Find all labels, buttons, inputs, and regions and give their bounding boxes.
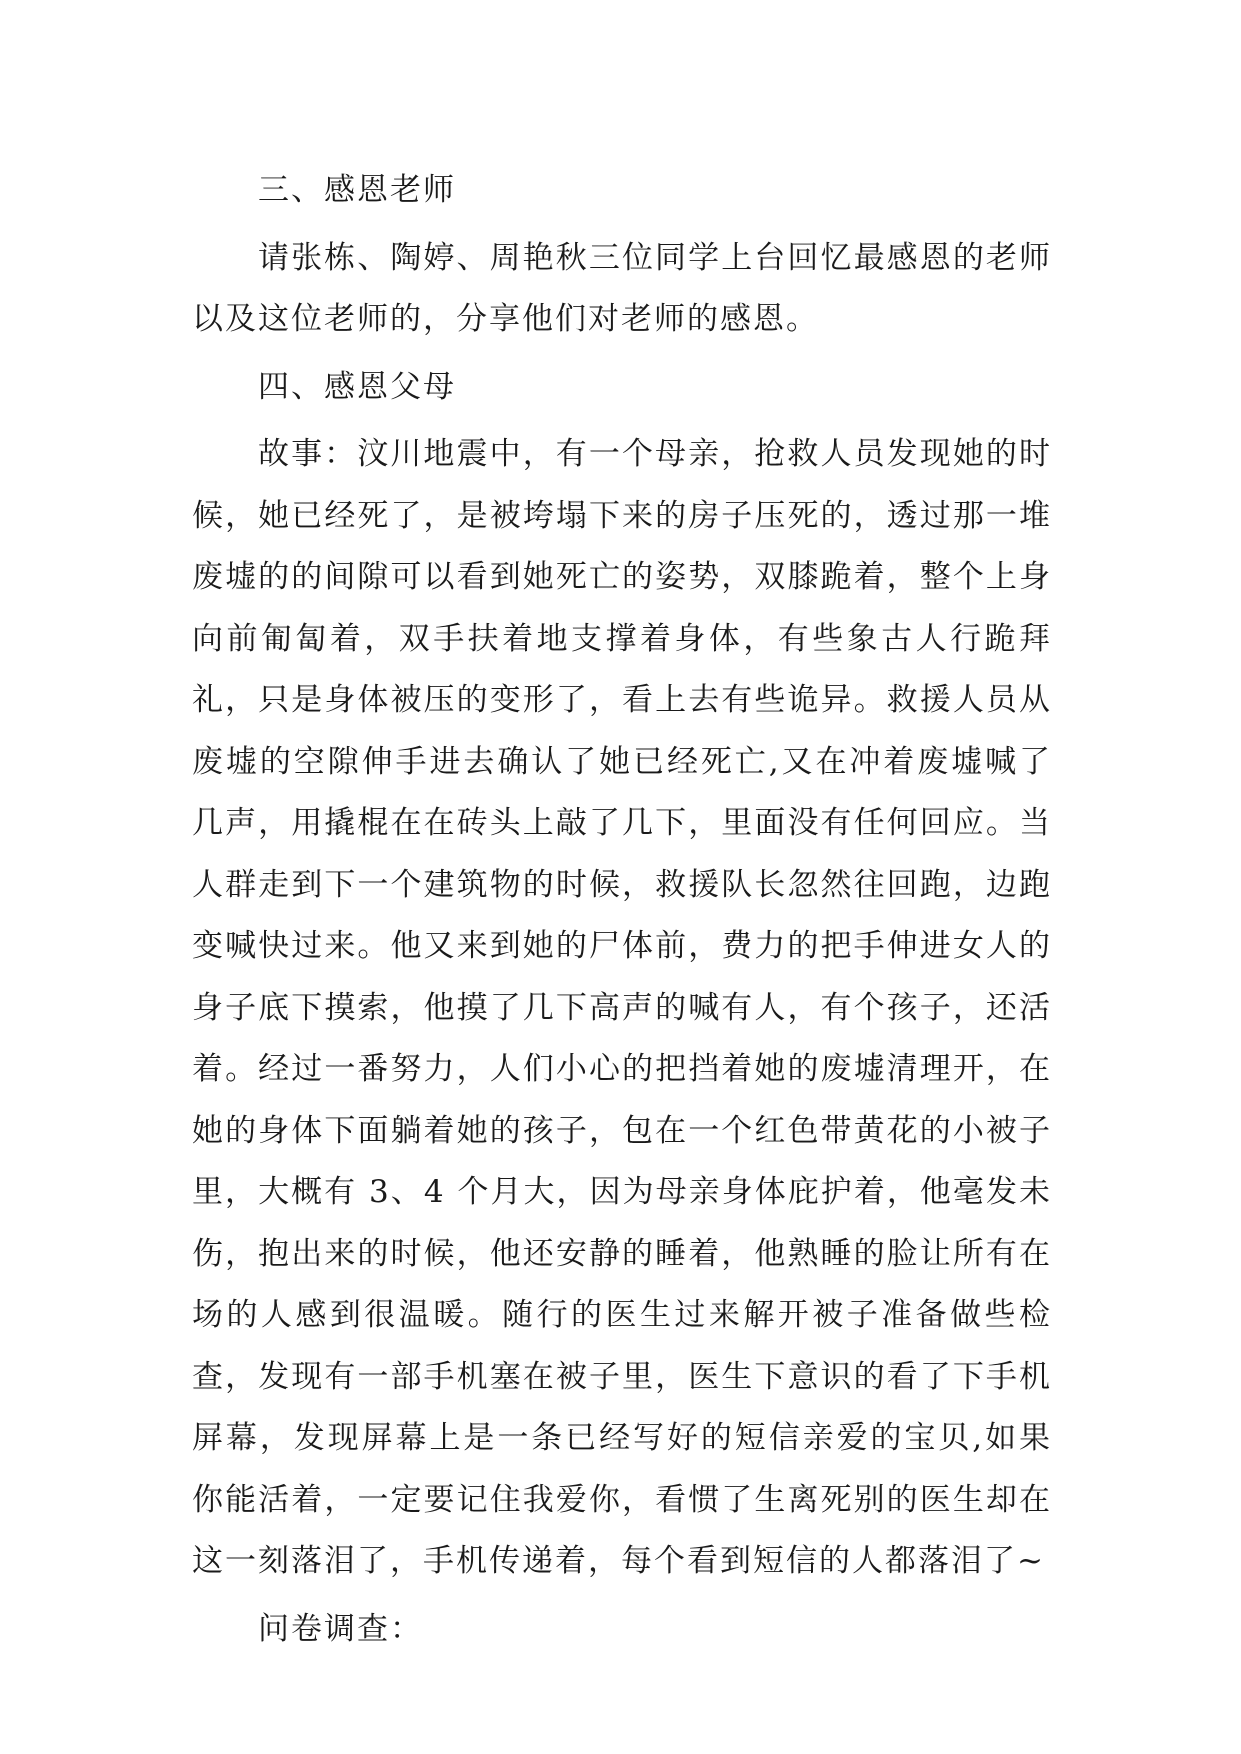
section-heading-thank-parents: 四、感恩父母 [258, 368, 456, 405]
section-heading-thank-teachers: 三、感恩老师 [258, 172, 456, 208]
document-body [192, 160, 1052, 1666]
paragraph-teacher-invitation: 请张栋、陶婷、周艳秋三位同学上台回忆最感恩的老师以及这位老师的，分享他们对老师的感恩。 [192, 239, 1052, 337]
section-heading-survey: 问卷调查： [258, 1610, 423, 1647]
paragraph-story: 故事：汶川地震中，有一个母亲，抢救人员发现她的时候，她已经死了，是被垮塌下来的房子压死的，透过那一堆废墟的的间隙可以看到她死亡的姿势，双膝跪着，整个上身向前匍匐着，双手扶着地支撑着身体，有些象古人行跪拜礼，只是身体被压的变形了，看上去有些诡异。救援人员从废墟的空隙伸手进去确认了她已经死亡,又在冲着废墟喊了几声，用撬棍在在砖头上敲了几下，里面没有任何回应。当人群走到下一个建筑物的时候，救援队长忽然往回跑，边跑变喊快过来。他又来到她的尸体前，费力的把手伸进女人的身子底下摸索，他摸了几下高声的喊有人，有个孩子，还活着。经过一番努力，人们小心的把挡着她的废墟清理开，在她的身体下面躺着她的孩子，包在一个红色带黄花的小被子里，大概有 3、4 个月大，因为母亲身体庇护着，他毫发未伤，抱出来的时候，他还安静的睡着，他熟睡的脸让所有在场的人感到很温暖。随行的医生过来解开被子准备做些检查，发现有一部手机塞在被子里，医生下意识的看了下手机屏幕，发现屏幕上是一条已经写好的短信亲爱的宝贝,如果你能活着，一定要记住我爱你，看惯了生离死别的医生却在这一刻落泪了，手机传递着，每个看到短信的人都落泪了~ [192, 436, 1052, 1579]
